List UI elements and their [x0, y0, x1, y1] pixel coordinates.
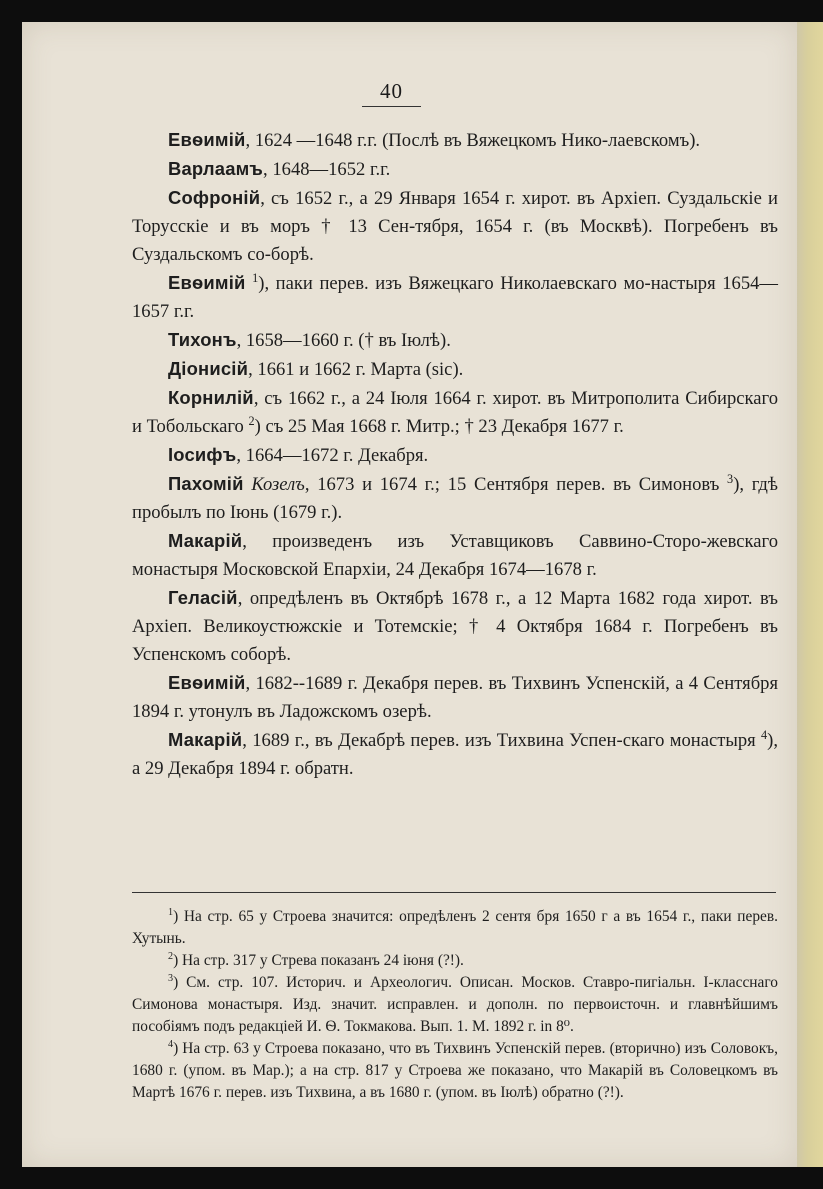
footnote-mark: 1 [168, 906, 174, 918]
footnote-ref: 3 [727, 471, 734, 486]
entry-text: , опредѣленъ въ Октябрѣ 1678 г., а 12 Марта 1682 года хирот. въ Архіеп. Великоустюжскіе и Тотемскіе; † 4 Октября 1684 г. Погребенъ въ Успенскомъ соборѣ. [132, 588, 778, 665]
entry-text: , съ 1662 г., а 24 Іюля 1664 г. хирот. въ Митрополита Сибирскаго и Тобольскаго [132, 388, 778, 437]
footnote-1 [132, 906, 778, 950]
entry-evfimiy-2 [132, 269, 778, 326]
entry-text-cont: ), а 29 Декабря 1894 г. обратн. [132, 730, 778, 779]
entry-name: Макарій [168, 729, 243, 750]
page-number: 40 [22, 79, 797, 107]
entry-text-cont: ) съ 25 Мая 1668 г. Митр.; † 23 Декабря 1677 г. [254, 416, 624, 437]
footnote-ref: 4 [761, 727, 768, 742]
footnote-ref: 2 [248, 413, 255, 428]
entry-sofroniy [132, 184, 778, 269]
entry-name: Геласій [168, 587, 238, 608]
footnote-mark: 3 [168, 972, 174, 984]
entry-text: , 1673 и 1674 г.; 15 Сентября перев. въ Симоновъ [304, 474, 728, 495]
entry-text: , 1661 и 1662 г. Марта (sic). [248, 359, 464, 380]
footnote-4 [132, 1038, 778, 1104]
main-text [132, 126, 778, 783]
entry-makariy-2 [132, 726, 778, 783]
entry-surname: Козелъ [251, 474, 305, 495]
entry-name: Варлаамъ [168, 158, 264, 179]
entry-gelasiy [132, 584, 778, 669]
entry-name: Евѳимій [168, 272, 246, 293]
footnote-mark: 2 [168, 950, 174, 962]
entry-name: Евѳимій [168, 129, 246, 150]
entry-text: , 1664—1672 г. Декабря. [236, 445, 429, 466]
footnote-mark: 4 [168, 1038, 174, 1050]
entry-text-cont: ), гдѣ пробылъ по Іюнь (1679 г.). [132, 474, 778, 523]
footnote-divider [132, 892, 776, 893]
footnote-text: ) На стр. 317 у Стрева показанъ 24 іюня (?!). [173, 952, 464, 969]
footnote-text: ) На стр. 63 у Строева показано, что въ Тихвинъ Успенскій перев. (вторично) изъ Соловокъ, 1680 г. (упом. въ Мар.); а на стр. 817 у Строева же показано, что Макарій въ Соловецкомъ въ Мартѣ 1676 г. перев. изъ Тихвина, а въ 1680 г. (упом. въ Іюлѣ) обратно (?!). [132, 1040, 778, 1101]
footnote-text: ) См. стр. 107. Историч. и Археологич. Описан. Москов. Ставро-пигіальн. I-класснаго Симонова монастыря. Изд. значит. исправлен. и дополн. по первоисточн. и главнѣйшимъ пособіямъ подъ редакціей И. Ѳ. Токмакова. Вып. 1. М. 1892 г. in 8⁰. [132, 974, 778, 1035]
entry-text: , произведенъ изъ Уставщиковъ Саввино-Сторо-жевскаго монастыря Московской Епархіи, 24 Декабря 1674—1678 г. [132, 531, 778, 580]
entry-name: Макарій [168, 530, 243, 551]
adjacent-page-edge [797, 22, 823, 1167]
entry-dionisiy [132, 355, 778, 384]
entry-name: Евѳимій [168, 672, 246, 693]
entry-evfimiy-1 [132, 126, 778, 155]
entry-tikhon [132, 326, 778, 355]
entry-name: Корнилій [168, 387, 254, 408]
entry-korniliy [132, 384, 778, 441]
footnote-3 [132, 972, 778, 1038]
entry-text: ), паки перев. изъ Вяжецкаго Николаевскаго мо-настыря 1654—1657 г.г. [132, 273, 779, 322]
entry-name: Діонисій [168, 358, 249, 379]
entry-text: , 1682--1689 г. Декабря перев. въ Тихвинъ Успенскій, а 4 Сентября 1894 г. утонулъ въ Ладожскомъ озерѣ. [132, 673, 778, 722]
entry-pakhomiy [132, 470, 778, 527]
footnote-ref: 1 [252, 270, 259, 285]
entry-text: , 1658—1660 г. († въ Іюлѣ). [236, 330, 451, 351]
footnotes [132, 906, 778, 1104]
entry-makariy-1 [132, 527, 778, 584]
entry-varlaam [132, 155, 778, 184]
entry-iosif [132, 441, 778, 470]
entry-name: Іосифъ [168, 444, 237, 465]
entry-name: Пахомій [168, 473, 244, 494]
footnote-2 [132, 950, 778, 972]
entry-text: , съ 1652 г., а 29 Января 1654 г. хирот. въ Архіеп. Суздальскіе и Торусскіе и въ моръ † 13 Сен-тября, 1654 г. (въ Москвѣ). Погребенъ въ Суздальскомъ со-борѣ. [132, 188, 778, 265]
entry-evfimiy-3 [132, 669, 778, 726]
entry-name: Тихонъ [168, 329, 237, 350]
entry-text: , 1624 —1648 г.г. (Послѣ въ Вяжецкомъ Нико-лаевскомъ). [245, 130, 701, 151]
entry-text: , 1648—1652 г.г. [263, 159, 391, 180]
book-page [22, 22, 797, 1167]
entry-text: , 1689 г., въ Декабрѣ перев. изъ Тихвина Успен-скаго монастыря [242, 730, 762, 751]
entry-name: Софроній [168, 187, 261, 208]
footnote-text: ) На стр. 65 у Строева значится: опредѣленъ 2 сентя бря 1650 г а въ 1654 г., паки перев. Хутынь. [132, 908, 778, 947]
